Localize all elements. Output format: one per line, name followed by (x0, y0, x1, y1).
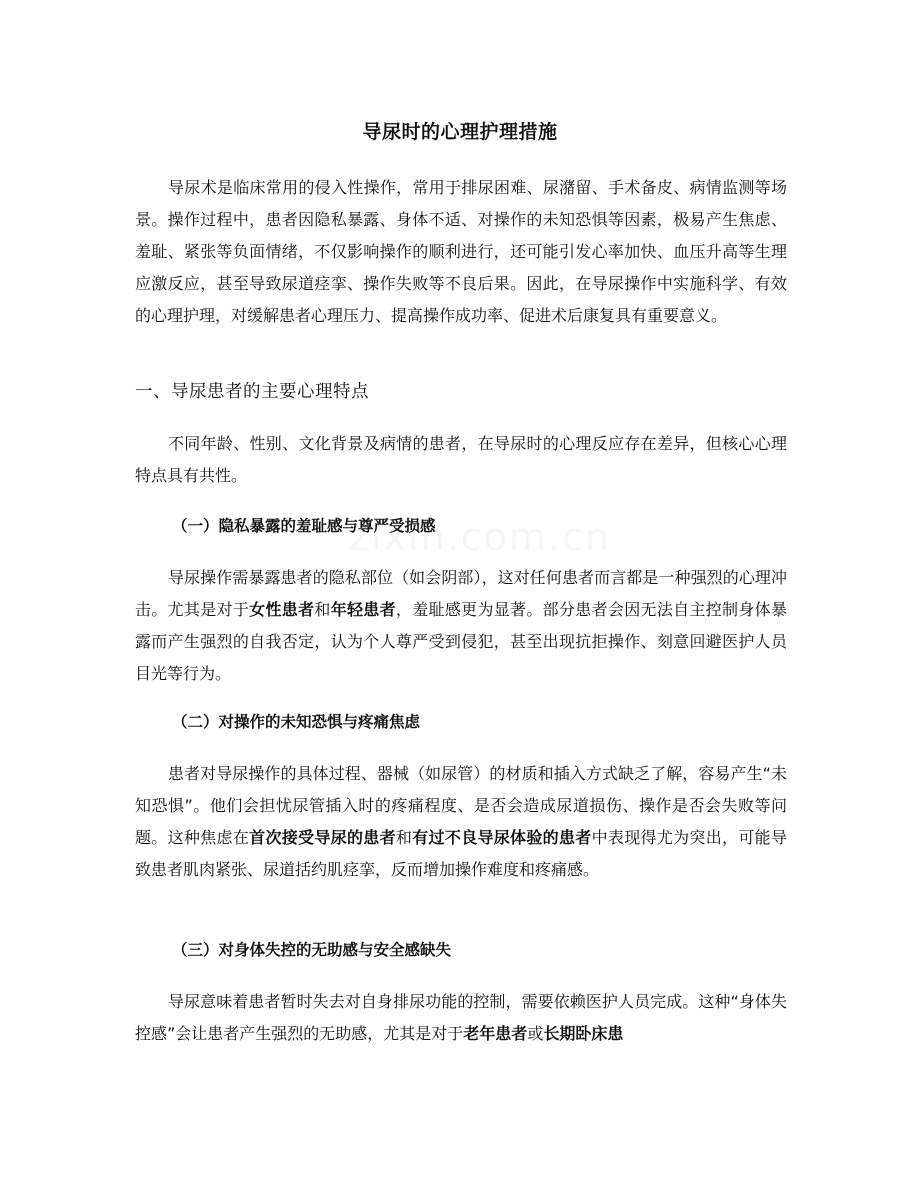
document-title: 导尿时的心理护理措施 (362, 121, 558, 143)
emphasis-text: 长期卧床患 (543, 1024, 624, 1043)
subsection-heading-2: （二）对操作的未知恐惧与疼痛焦虑 (172, 713, 421, 731)
text-run: 导尿意味着患者暂时失去对自身排尿功能的控制，需要依赖医护人员完成。这种“身体失控感”会让患者产生强烈的无助感，尤其是对于 (135, 992, 787, 1043)
text-run: 患者对导尿操作的具体过程、器械（如尿管）的材质和插入方式缺乏了解，容易产生“未知恐惧”。他们会担忧尿管插入时的疼痛程度、是否会造成尿道损伤、操作是否会失败等问题。这种焦虑在 (135, 764, 787, 847)
subsection-paragraph-3 (135, 986, 787, 1050)
emphasis-text: 有过不良导尿体验的患者 (412, 828, 592, 847)
emphasis-text: 首次接受导尿的患者 (249, 828, 396, 847)
subsection-heading-3: （三）对身体失控的无助感与安全感缺失 (172, 941, 452, 959)
emphasis-text: 年轻患者 (330, 600, 396, 619)
emphasis-text: 老年患者 (463, 1024, 528, 1043)
intro-paragraph: 导尿术是临床常用的侵入性操作，常用于排尿困难、尿潴留、手术备皮、病情监测等场景。操作过程中，患者因隐私暴露、身体不适、对操作的未知恐惧等因素，极易产生焦虑、羞耻、紧张等负面情绪，不仅影响操作的顺利进行，还可能引发心率加快、血压升高等生理应激反应，甚至导致尿道痉挛、操作失败等不良后果。因此，在导尿操作中实施科学、有效的心理护理，对缓解患者心理压力、提高操作成功率、促进术后康复具有重要意义。 (135, 178, 787, 325)
text-run: 导尿操作需暴露患者的隐私部位（如会阴部），这对任何患者而言都是一种强烈的心理冲击。尤其是对于 (135, 568, 787, 619)
text-run: 中表现得尤为突出，可能导致患者肌肉紧张、尿道括约肌痉挛，反而增加操作难度和疼痛感。 (135, 828, 787, 879)
text-run: 和 (395, 828, 413, 847)
text-run: 或 (527, 1024, 544, 1043)
text-run: 和 (314, 600, 331, 619)
text-run: ，羞耻感更为显著。部分患者会因无法自主控制身体暴露而产生强烈的自我否定，认为个人尊严受到侵犯，甚至出现抗拒操作、刻意回避医护人员目光等行为。 (135, 600, 787, 683)
subsection-heading-1: （一）隐私暴露的羞耻感与尊严受损感 (172, 517, 436, 535)
subsection-paragraph-2 (135, 758, 787, 886)
section-heading: 一、导尿患者的主要心理特点 (135, 382, 369, 402)
section-intro-paragraph: 不同年龄、性别、文化背景及病情的患者，在导尿时的心理反应存在差异，但核心心理特点具有共性。 (135, 434, 787, 485)
subsection-paragraph-1 (135, 562, 787, 690)
emphasis-text: 女性患者 (249, 600, 315, 619)
